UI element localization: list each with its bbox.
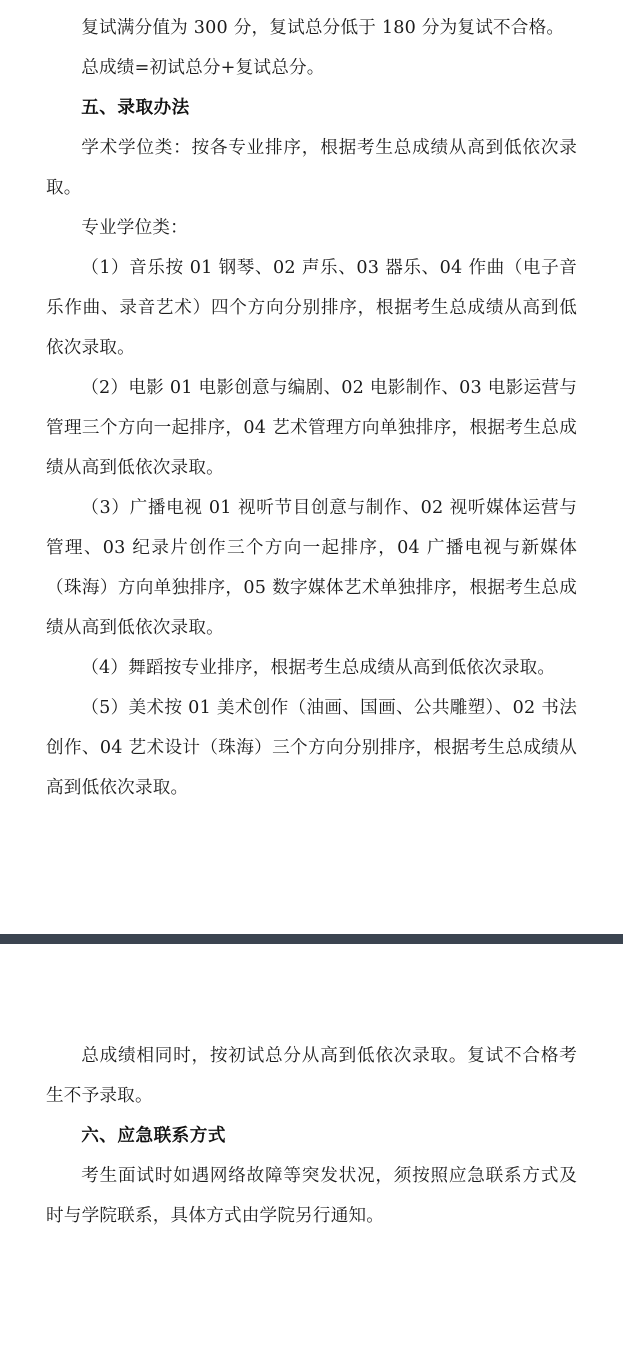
paragraph: 总成绩相同时，按初试总分从高到低依次录取。复试不合格考生不予录取。 <box>46 1046 577 1106</box>
paragraph: 考生面试时如遇网络故障等突发状况，须按照应急联系方式及时与学院联系，具体方式由学院另行通知。 <box>46 1166 577 1226</box>
page-bottom-whitespace <box>0 808 623 904</box>
paragraph: （1）音乐按 01 钢琴、02 声乐、03 器乐、04 作曲（电子音乐作曲、录音艺术）四个方向分别排序，根据考生总成绩从高到低依次录取。 <box>46 258 577 358</box>
document-section-bottom <box>0 1036 623 1236</box>
paragraph: 专业学位类： <box>81 218 188 238</box>
paragraph: （5）美术按 01 美术创作（油画、国画、公共雕塑）、02 书法创作、04 艺术设计（珠海）三个方向分别排序，根据考生总成绩从高到低依次录取。 <box>46 698 577 798</box>
section-heading-five: 五、录取办法 <box>81 97 190 118</box>
paragraph: 复试满分值为 300 分，复试总分低于 180 分为复试不合格。 <box>81 18 565 38</box>
section-heading-six: 六、应急联系方式 <box>81 1125 226 1146</box>
paragraph: （3）广播电视 01 视听节目创意与制作、02 视听媒体运营与管理、03 纪录片创作三个方向一起排序，04 广播电视与新媒体（珠海）方向单独排序，05 数字媒体艺术单独排序，根据考生总成绩从高到低依次录取。 <box>46 498 577 638</box>
page-break-divider <box>0 934 623 944</box>
page-top-whitespace <box>0 944 623 1036</box>
paragraph: （2）电影 01 电影创意与编剧、02 电影制作、03 电影运营与管理三个方向一起排序，04 艺术管理方向单独排序，根据考生总成绩从高到低依次录取。 <box>46 378 577 478</box>
paragraph: 总成绩=初试总分+复试总分。 <box>81 58 325 78</box>
paragraph: 学术学位类：按各专业排序，根据考生总成绩从高到低依次录取。 <box>46 138 577 198</box>
paragraph: （4）舞蹈按专业排序，根据考生总成绩从高到低依次录取。 <box>81 658 556 678</box>
